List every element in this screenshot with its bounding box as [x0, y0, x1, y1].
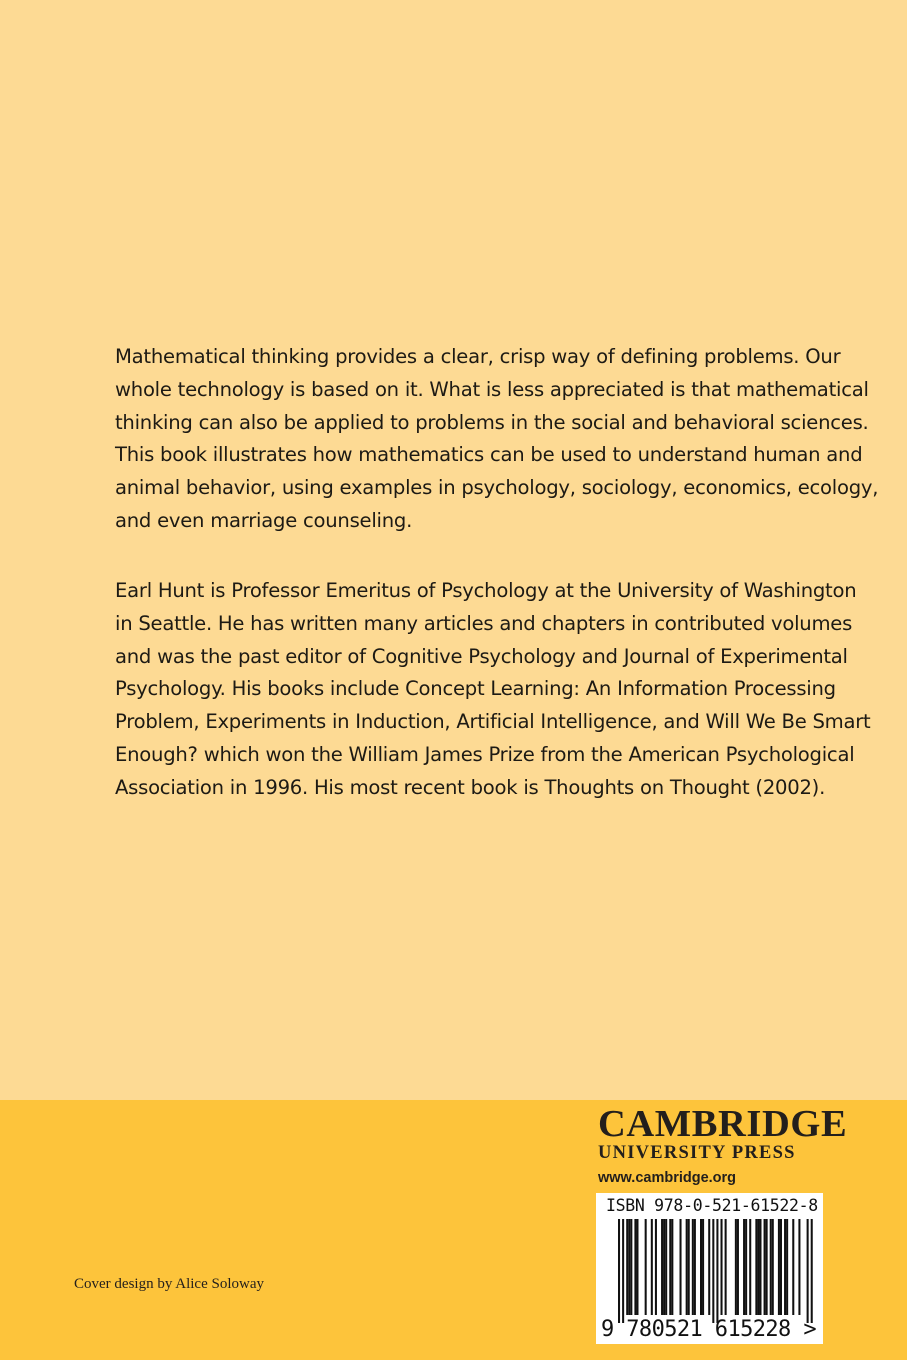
- barcode-bar: [811, 1219, 813, 1323]
- barcode-bar: [757, 1219, 759, 1315]
- barcode-bar: [735, 1219, 737, 1315]
- description-line: This book illustrates how mathematics can be used to understand human and: [115, 443, 863, 467]
- barcode-bar: [764, 1219, 766, 1315]
- bio-line: Earl Hunt is Professor Emeritus of Psychology at the University of Washington: [115, 579, 857, 602]
- barcode-bar: [626, 1219, 628, 1315]
- bio-line: Association in 1996. His most recent book is Thoughts on Thought (2002).: [115, 775, 826, 799]
- description-line: animal behavior, using examples in psychology, sociology, economics, ecology,: [115, 476, 879, 500]
- publisher-website: www.cambridge.org: [598, 1170, 737, 1186]
- barcode-bar: [692, 1219, 694, 1315]
- barcode-bar: [749, 1219, 751, 1315]
- barcode-bar: [630, 1219, 632, 1315]
- publisher-logo: CAMBRIDGE: [598, 1103, 848, 1145]
- barcode-bar: [712, 1219, 714, 1323]
- barcode-bar: [669, 1219, 671, 1315]
- bio-line: Problem, Experiments in Induction, Artificial Intelligence, and Will We Be Smart: [115, 710, 871, 734]
- barcode-bar: [708, 1219, 710, 1315]
- bio-line: and was the past editor of Cognitive Psychology and Journal of Experimental: [115, 644, 848, 668]
- book-description: [115, 341, 879, 538]
- barcode-bar: [665, 1219, 667, 1315]
- barcode-bar: [755, 1219, 757, 1315]
- barcode-bar: [651, 1219, 653, 1315]
- barcode-bar: [737, 1219, 739, 1315]
- isbn-barcode: [596, 1193, 823, 1344]
- barcode-bar: [671, 1219, 673, 1315]
- author-bio: [115, 575, 871, 805]
- barcode-bar: [807, 1219, 809, 1323]
- barcode-bar: [766, 1219, 768, 1315]
- bio-line: Psychology. His books include Concept Learning: An Information Processing: [115, 677, 836, 701]
- description-line: whole technology is based on it. What is less appreciated is that mathematical: [115, 377, 869, 401]
- barcode-bar: [634, 1219, 636, 1315]
- description-line: Mathematical thinking provides a clear, crisp way of defining problems. Our: [115, 345, 841, 368]
- publisher-subtitle: UNIVERSITY PRESS: [598, 1143, 796, 1163]
- ean-digits: 9 780521 615228 >: [601, 1317, 816, 1342]
- barcode-bar: [688, 1219, 690, 1315]
- barcode-bar: [622, 1219, 624, 1323]
- barcode-bar: [770, 1219, 772, 1315]
- barcode-bar: [628, 1219, 630, 1315]
- barcode-bar: [759, 1219, 761, 1315]
- barcode-bar: [792, 1219, 794, 1315]
- cover-design-credit: Cover design by Alice Soloway: [74, 1276, 264, 1292]
- barcode-bar: [694, 1219, 696, 1315]
- barcode-bar: [743, 1219, 745, 1315]
- description-line: thinking can also be applied to problems in the social and behavioral sciences.: [115, 410, 869, 434]
- isbn-label: ISBN 978-0-521-61522-8: [606, 1196, 818, 1215]
- barcode-bar: [798, 1219, 800, 1315]
- barcode-bar: [702, 1219, 704, 1315]
- barcode-bar: [780, 1219, 782, 1315]
- barcode-bar: [778, 1219, 780, 1315]
- barcode-bar: [645, 1219, 647, 1315]
- barcode-bar: [661, 1219, 663, 1315]
- bio-line: Enough? which won the William James Prize from the American Psychological: [115, 742, 855, 766]
- barcode-bar: [618, 1219, 620, 1323]
- barcode-bar: [680, 1219, 682, 1315]
- barcode-bar: [725, 1219, 727, 1315]
- description-line: and even marriage counseling.: [115, 508, 413, 532]
- barcode-bar: [686, 1219, 688, 1315]
- barcode-bar: [745, 1219, 747, 1315]
- bio-line: in Seattle. He has written many articles and chapters in contributed volumes: [115, 611, 853, 635]
- barcode-bar: [700, 1219, 702, 1315]
- barcode-bar: [655, 1219, 657, 1315]
- barcode-bar: [784, 1219, 786, 1315]
- barcode-bar: [786, 1219, 788, 1315]
- barcode-bar: [663, 1219, 665, 1315]
- barcode-bar: [716, 1219, 718, 1323]
- barcode-bar: [636, 1219, 638, 1315]
- barcode-bar: [772, 1219, 774, 1315]
- barcode-bar: [721, 1219, 723, 1315]
